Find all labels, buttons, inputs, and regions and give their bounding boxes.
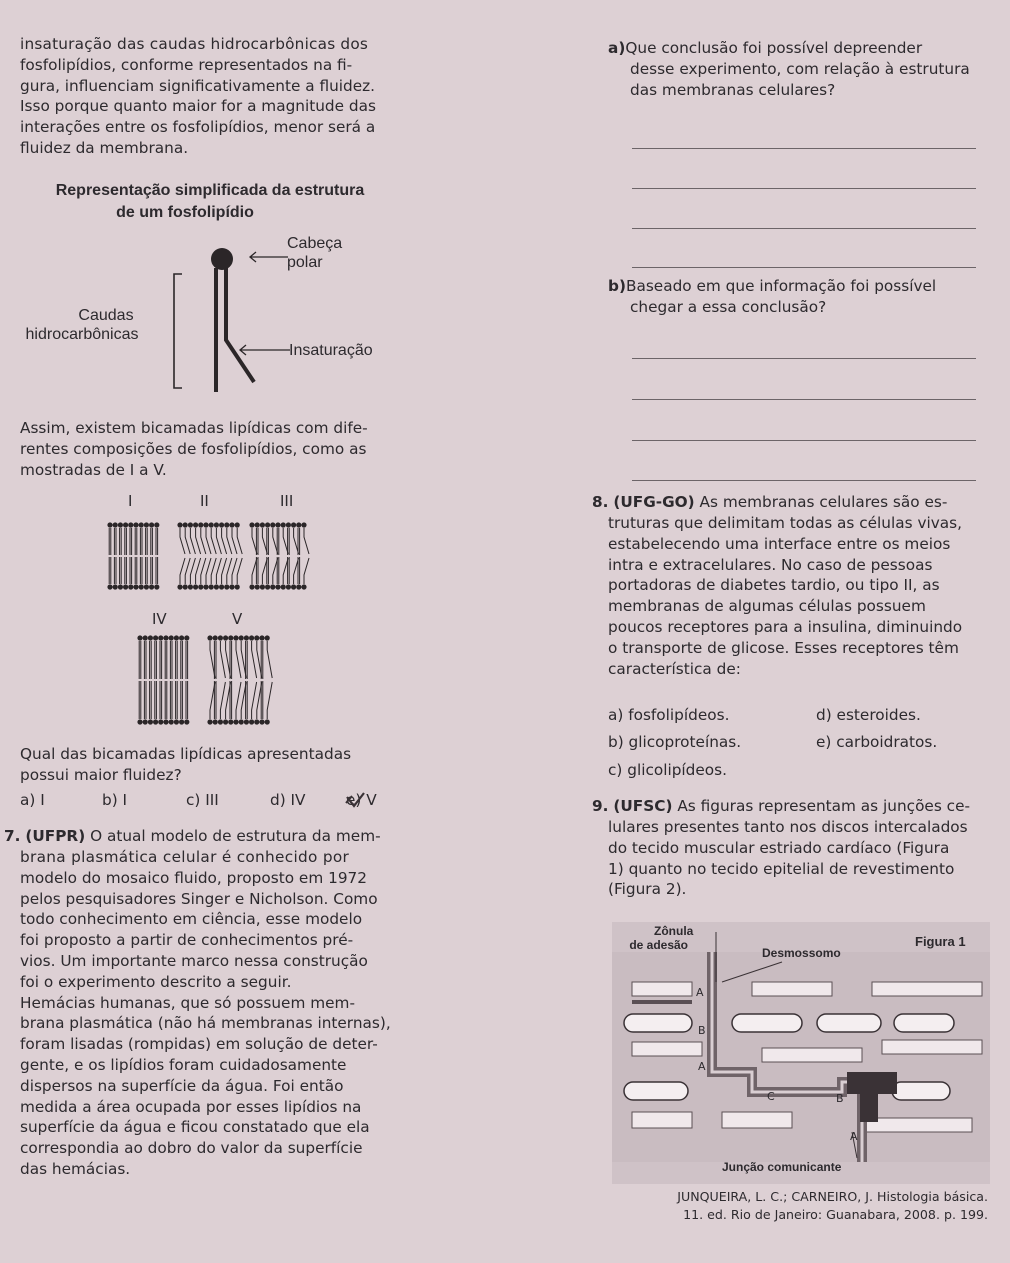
lipid-tail bbox=[252, 641, 257, 719]
text-line: fluidez da membrana. bbox=[20, 138, 189, 157]
lipid-head bbox=[118, 584, 123, 589]
marker-label: B bbox=[698, 1024, 706, 1037]
lipid-head bbox=[149, 522, 154, 527]
text-line: Qual das bicamadas lipídicas apresentadas bbox=[20, 745, 352, 763]
fluidity-option-marked[interactable] bbox=[346, 791, 377, 809]
q8-option[interactable]: d) esteroides. bbox=[816, 706, 921, 724]
text-line: possui maior fluidez? bbox=[20, 765, 182, 784]
lipid-head bbox=[239, 719, 244, 724]
lipid-head bbox=[169, 635, 174, 640]
check-mark-icon bbox=[344, 791, 368, 811]
lipid-tail bbox=[256, 528, 258, 584]
lipid-head bbox=[128, 522, 133, 527]
lipid-head bbox=[265, 719, 270, 724]
lipid-head bbox=[255, 584, 260, 589]
lipid-tail bbox=[186, 641, 188, 719]
lipid-tail bbox=[201, 528, 206, 584]
lipid-head bbox=[219, 584, 224, 589]
lipid-head bbox=[123, 584, 128, 589]
label-text: Caudas bbox=[78, 307, 134, 324]
citation-line: 11. ed. Rio de Janeiro: Guanabara, 2008. p. 199. bbox=[683, 1207, 988, 1222]
lipid-head bbox=[177, 522, 182, 527]
bilayer-IV bbox=[137, 635, 189, 724]
lipid-head bbox=[148, 635, 153, 640]
part-label: b) bbox=[608, 277, 626, 295]
citation-line: JUNQUEIRA, L. C.; CARNEIRO, J. Histologia básica. bbox=[677, 1189, 988, 1204]
question-number: 8. bbox=[592, 493, 609, 511]
lipid-tail bbox=[237, 528, 242, 584]
lipid-head bbox=[249, 522, 254, 527]
bilayer-label: I bbox=[128, 492, 133, 510]
bilayer-III bbox=[249, 522, 309, 589]
lipid-head bbox=[275, 584, 280, 589]
lipid-head bbox=[137, 635, 142, 640]
lipid-tail bbox=[130, 528, 132, 584]
label-text: de adesão bbox=[629, 938, 689, 952]
lipid-head bbox=[207, 719, 212, 724]
lipid-tail bbox=[196, 528, 201, 584]
lipid-head bbox=[188, 522, 193, 527]
lipid-head bbox=[188, 584, 193, 589]
lipid-head bbox=[209, 522, 214, 527]
lipid-tail bbox=[222, 528, 227, 584]
text-line: intra e extracelulares. No caso de pessoas bbox=[608, 555, 933, 574]
lipid-head bbox=[235, 522, 240, 527]
lipid-head bbox=[249, 719, 254, 724]
lipid-head bbox=[301, 584, 306, 589]
answer-line[interactable] bbox=[632, 148, 976, 149]
text-line: das membranas celulares? bbox=[630, 80, 836, 99]
lipid-head bbox=[296, 584, 301, 589]
marker-label: A bbox=[698, 1060, 706, 1073]
lipid-head bbox=[174, 719, 179, 724]
bilayers-row-2 bbox=[130, 630, 300, 730]
lipid-tail bbox=[144, 641, 146, 719]
lipid-tail bbox=[109, 528, 111, 584]
text-line: brana plasmática celular é conhecido por bbox=[20, 848, 350, 866]
text-line: modelo do mosaico fluido, proposto em 1972 bbox=[20, 868, 368, 887]
lipid-tail bbox=[135, 528, 137, 584]
text-line: gura, influenciam significativamente a fluidez. bbox=[20, 76, 376, 95]
figure-citation bbox=[600, 1188, 988, 1224]
lipid-head bbox=[107, 522, 112, 527]
text-line: medida a área ocupada por esses lipídios na bbox=[20, 1097, 362, 1116]
bilayer-I bbox=[107, 522, 159, 589]
lipid-head bbox=[203, 584, 208, 589]
lipid-tail bbox=[176, 641, 178, 719]
lipid-head bbox=[259, 635, 264, 640]
lipid-head bbox=[139, 522, 144, 527]
lipid-tail bbox=[156, 528, 158, 584]
marker-label: A bbox=[696, 986, 704, 999]
question-9-body bbox=[608, 817, 988, 900]
fluidity-option[interactable]: c) III bbox=[186, 791, 219, 809]
text-line: interações entre os fosfolipídios, menor será a bbox=[20, 118, 376, 137]
lipid-tail bbox=[140, 528, 142, 584]
bilayers-row-1 bbox=[100, 515, 340, 605]
lipid-tail bbox=[155, 641, 157, 719]
label-text: Zônula bbox=[654, 924, 694, 938]
question-7 bbox=[4, 826, 400, 847]
lipid-head bbox=[229, 584, 234, 589]
text-line: gente, e os lipídios foram cuidadosamente bbox=[20, 1055, 347, 1074]
text-line: lulares presentes tanto nos discos intercalados bbox=[608, 818, 968, 836]
text-line: Hemácias humanas, que só possuem mem- bbox=[20, 993, 355, 1012]
lipid-head bbox=[228, 635, 233, 640]
lipid-head bbox=[255, 522, 260, 527]
lipid-head bbox=[158, 635, 163, 640]
lipid-head bbox=[143, 719, 148, 724]
tail-bent bbox=[226, 268, 254, 382]
text-fragment: As figuras representam as junções ce- bbox=[677, 797, 971, 815]
q8-option[interactable]: b) glicoproteínas. bbox=[608, 733, 742, 751]
fluidity-option[interactable]: d) IV bbox=[270, 791, 306, 809]
lipid-head bbox=[123, 522, 128, 527]
lipid-head bbox=[228, 719, 233, 724]
lipid-head bbox=[163, 635, 168, 640]
lipid-head bbox=[233, 719, 238, 724]
lipid-head bbox=[143, 635, 148, 640]
lipid-head bbox=[148, 719, 153, 724]
lipid-head bbox=[118, 522, 123, 527]
lipid-tail bbox=[214, 641, 216, 719]
lipid-head bbox=[296, 522, 301, 527]
lipid-head bbox=[260, 584, 265, 589]
fluidity-question bbox=[20, 744, 400, 786]
polar-head-icon bbox=[211, 248, 233, 270]
answer-line[interactable] bbox=[632, 228, 976, 229]
lipid-head bbox=[254, 635, 259, 640]
fluidity-option[interactable]: a) I bbox=[20, 791, 45, 809]
tails-bracket bbox=[174, 274, 182, 388]
lipid-tail bbox=[180, 528, 185, 584]
lipid-head bbox=[260, 522, 265, 527]
lipid-head bbox=[144, 584, 149, 589]
text-line: característica de: bbox=[608, 659, 741, 678]
lipid-head bbox=[214, 584, 219, 589]
answer-line[interactable] bbox=[632, 188, 976, 189]
part-label: a) bbox=[608, 39, 626, 57]
lipid-tail bbox=[120, 528, 122, 584]
text-line: portadoras de diabetes tardio, ou tipo II, as bbox=[608, 576, 940, 595]
lipid-head bbox=[158, 719, 163, 724]
lipid-tail bbox=[261, 641, 263, 719]
lipid-head bbox=[254, 719, 259, 724]
lipid-head bbox=[239, 635, 244, 640]
lipid-head bbox=[193, 584, 198, 589]
lipid-head bbox=[265, 635, 270, 640]
text-line: rentes composições de fosfolipídios, como as bbox=[20, 439, 367, 458]
lipid-head bbox=[113, 584, 118, 589]
lipid-head bbox=[179, 635, 184, 640]
lipid-head bbox=[275, 522, 280, 527]
lipid-head bbox=[163, 719, 168, 724]
text-line: insaturação das caudas hidrocarbônicas dos bbox=[20, 35, 369, 53]
lipid-head bbox=[203, 522, 208, 527]
lipid-head bbox=[213, 719, 218, 724]
text-line: do tecido muscular estriado cardíaco (Figura bbox=[608, 838, 950, 857]
lipid-head bbox=[223, 635, 228, 640]
question-source: (UFSC) bbox=[613, 797, 673, 815]
label-zonula bbox=[629, 924, 694, 952]
question-9 bbox=[592, 796, 988, 817]
bilayer-label: V bbox=[232, 610, 243, 628]
text-line: foi proposto a partir de conhecimentos pré- bbox=[20, 931, 354, 950]
text-line: desse experimento, com relação à estrutura bbox=[630, 59, 970, 78]
text-fragment: Baseado em que informação foi possível bbox=[625, 277, 937, 295]
lipid-head bbox=[214, 522, 219, 527]
figure-title-line: Representação simplificada da estrutura bbox=[55, 182, 365, 199]
lipid-tail bbox=[146, 528, 148, 584]
lipid-tail bbox=[267, 641, 272, 719]
lipid-head bbox=[233, 635, 238, 640]
answer-line[interactable] bbox=[632, 440, 976, 441]
lipid-tail bbox=[277, 528, 279, 584]
lipid-head bbox=[270, 584, 275, 589]
marker-label: C bbox=[767, 1090, 775, 1103]
lipid-tail bbox=[211, 528, 216, 584]
lipid-tail bbox=[150, 641, 152, 719]
lipid-head bbox=[235, 584, 240, 589]
text-line: fosfolipídios, conforme representados na fi- bbox=[20, 55, 353, 74]
lipid-head bbox=[177, 584, 182, 589]
lipid-head bbox=[224, 584, 229, 589]
marker-label: A bbox=[850, 1130, 858, 1143]
lipid-head bbox=[218, 719, 223, 724]
text-line: estabelecendo uma interface entre os meios bbox=[608, 534, 951, 553]
lipid-tail bbox=[227, 528, 232, 584]
question-7-part-a bbox=[608, 38, 988, 100]
text-line: o transporte de glicose. Esses receptores têm bbox=[608, 638, 959, 657]
lipid-tail bbox=[267, 528, 269, 584]
text-fragment: O atual modelo de estrutura da mem- bbox=[90, 827, 381, 845]
label-unsaturation: Insaturação bbox=[289, 342, 373, 359]
lipid-head bbox=[291, 522, 296, 527]
lipid-tail bbox=[298, 528, 300, 584]
lipid-head bbox=[183, 522, 188, 527]
text-line bbox=[608, 276, 988, 297]
lipid-head bbox=[223, 719, 228, 724]
label-head-polar bbox=[287, 234, 342, 272]
question-source: (UFPR) bbox=[25, 827, 86, 845]
bilayer-label: II bbox=[200, 492, 209, 510]
lipid-tail bbox=[304, 528, 309, 584]
text-line: (Figura 2). bbox=[608, 880, 687, 899]
lipid-head bbox=[144, 522, 149, 527]
lipid-head bbox=[174, 635, 179, 640]
lipid-head bbox=[137, 719, 142, 724]
lipid-head bbox=[213, 635, 218, 640]
text-line: dispersos na superfície da água. Foi então bbox=[20, 1076, 344, 1095]
lipid-head bbox=[249, 584, 254, 589]
text-line: vios. Um importante marco nessa construção bbox=[20, 951, 368, 970]
fluidity-option[interactable]: b) I bbox=[102, 791, 128, 809]
tail-straight bbox=[214, 268, 218, 392]
text-line: foram lisadas (rompidas) em solução de deter- bbox=[20, 1035, 378, 1054]
lipid-head bbox=[244, 635, 249, 640]
text-line bbox=[608, 38, 988, 59]
bilayer-V bbox=[207, 635, 272, 724]
text-fragment: As membranas celulares são es- bbox=[699, 493, 948, 511]
marker-label: B bbox=[836, 1092, 844, 1105]
text-line bbox=[4, 826, 400, 847]
lipid-head bbox=[281, 522, 286, 527]
lipid-tail bbox=[125, 528, 127, 584]
q8-option[interactable]: a) fosfolipídeos. bbox=[608, 706, 730, 724]
lipid-head bbox=[286, 522, 291, 527]
lipid-tail bbox=[288, 528, 290, 584]
answer-line[interactable] bbox=[632, 358, 976, 359]
question-7-part-b bbox=[608, 276, 988, 318]
text-line: superfície da água e ficou constatado que ela bbox=[20, 1118, 370, 1137]
bilayer-intro-paragraph bbox=[20, 418, 400, 480]
lipid-head bbox=[249, 635, 254, 640]
lipid-head bbox=[218, 635, 223, 640]
lipid-tail bbox=[236, 641, 241, 719]
lipid-head bbox=[154, 584, 159, 589]
text-line: todo conhecimento em ciência, esse modelo bbox=[20, 910, 363, 929]
lipid-head bbox=[286, 584, 291, 589]
intro-paragraph bbox=[20, 34, 400, 159]
question-number: 7. bbox=[4, 827, 21, 845]
lipid-tail bbox=[246, 641, 248, 719]
lipid-head bbox=[219, 522, 224, 527]
text-line: Assim, existem bicamadas lipídicas com dife- bbox=[20, 419, 368, 437]
junctions-drawing bbox=[612, 922, 990, 1184]
lipid-tail bbox=[232, 528, 237, 584]
bilayer-label: IV bbox=[152, 610, 167, 628]
lipid-head bbox=[291, 584, 296, 589]
lipid-tail bbox=[139, 641, 141, 719]
label-text: hidrocarbônicas bbox=[25, 326, 139, 343]
label-text: Cabeça bbox=[287, 235, 343, 252]
q8-option[interactable]: c) glicolipídeos. bbox=[608, 761, 727, 779]
arrow-head-label bbox=[250, 252, 288, 262]
lipid-tail bbox=[151, 528, 153, 584]
text-line bbox=[592, 492, 988, 513]
lipid-tail bbox=[230, 641, 232, 719]
lipid-tail bbox=[190, 528, 195, 584]
question-7-body bbox=[20, 847, 400, 1180]
lipid-head bbox=[133, 522, 138, 527]
bilayer-II bbox=[177, 522, 242, 589]
lipid-tail bbox=[114, 528, 116, 584]
text-line: mostradas de I a V. bbox=[20, 460, 167, 479]
lipid-head bbox=[133, 584, 138, 589]
text-line: pelos pesquisadores Singer e Nicholson. Como bbox=[20, 889, 378, 908]
lipid-tail bbox=[165, 641, 167, 719]
answer-line[interactable] bbox=[632, 480, 976, 481]
text-line: foi o experimento descrito a seguir. bbox=[20, 972, 292, 991]
lipid-tail bbox=[181, 641, 183, 719]
lipid-head bbox=[209, 584, 214, 589]
label-desmosome: Desmossomo bbox=[762, 946, 841, 960]
lipid-tail bbox=[216, 528, 221, 584]
q8-option[interactable]: e) carboidratos. bbox=[816, 733, 938, 751]
lipid-head bbox=[128, 584, 133, 589]
lipid-head bbox=[107, 584, 112, 589]
text-line: das hemácias. bbox=[20, 1159, 131, 1178]
lipid-head bbox=[270, 522, 275, 527]
text-line: correspondia ao dobro do valor da superfície bbox=[20, 1139, 363, 1158]
label-tails bbox=[20, 306, 162, 344]
lipid-head bbox=[224, 522, 229, 527]
lipid-tail bbox=[170, 641, 172, 719]
phospholipid-diagram bbox=[150, 240, 300, 400]
lipid-head bbox=[193, 522, 198, 527]
lipid-head bbox=[229, 522, 234, 527]
question-8 bbox=[592, 492, 988, 513]
lipid-head bbox=[207, 635, 212, 640]
lipid-head bbox=[259, 719, 264, 724]
lipid-head bbox=[154, 522, 159, 527]
lipid-head bbox=[153, 719, 158, 724]
label-gap-junction: Junção comunicante bbox=[722, 1160, 842, 1174]
lipid-head bbox=[281, 584, 286, 589]
lipid-head bbox=[244, 719, 249, 724]
lipid-head bbox=[184, 719, 189, 724]
lipid-head bbox=[139, 584, 144, 589]
arrow-unsat-label bbox=[240, 345, 290, 355]
phospholipid-figure-title bbox=[20, 180, 400, 224]
answer-line[interactable] bbox=[632, 267, 976, 268]
lipid-head bbox=[183, 584, 188, 589]
junctions-figure bbox=[612, 922, 990, 1184]
bilayer-label: III bbox=[280, 492, 294, 510]
text-line: brana plasmática (não há membranas internas), bbox=[20, 1014, 391, 1033]
text-line: chegar a essa conclusão? bbox=[630, 297, 827, 316]
lipid-head bbox=[265, 522, 270, 527]
lipid-head bbox=[198, 522, 203, 527]
label-text: polar bbox=[287, 254, 323, 271]
text-line: poucos receptores para a insulina, diminuindo bbox=[608, 617, 963, 636]
text-line: Isso porque quanto maior for a magnitude das bbox=[20, 97, 376, 116]
text-line: membranas de algumas células possuem bbox=[608, 597, 926, 616]
figure-title-line: de um fosfolipídio bbox=[116, 204, 254, 221]
figure-1-title: Figura 1 bbox=[915, 934, 966, 949]
lipid-head bbox=[265, 584, 270, 589]
lipid-tail bbox=[220, 641, 225, 719]
text-line: truturas que delimitam todas as células vivas, bbox=[608, 514, 963, 532]
lipid-head bbox=[149, 584, 154, 589]
answer-line[interactable] bbox=[632, 399, 976, 400]
lipid-head bbox=[198, 584, 203, 589]
question-source: (UFG-GO) bbox=[613, 493, 695, 511]
option-text: e) V bbox=[346, 791, 377, 809]
lipid-tail bbox=[206, 528, 211, 584]
lipid-head bbox=[301, 522, 306, 527]
text-line: 1) quanto no tecido epitelial de revestimento bbox=[608, 859, 955, 878]
question-8-body bbox=[608, 513, 988, 679]
lipid-head bbox=[113, 522, 118, 527]
text-fragment: Que conclusão foi possível depreender bbox=[625, 39, 923, 57]
text-line bbox=[592, 796, 988, 817]
lipid-tail bbox=[160, 641, 162, 719]
lipid-head bbox=[169, 719, 174, 724]
question-number: 9. bbox=[592, 797, 609, 815]
lipid-tail bbox=[185, 528, 190, 584]
lipid-head bbox=[179, 719, 184, 724]
lipid-head bbox=[153, 635, 158, 640]
lipid-head bbox=[184, 635, 189, 640]
